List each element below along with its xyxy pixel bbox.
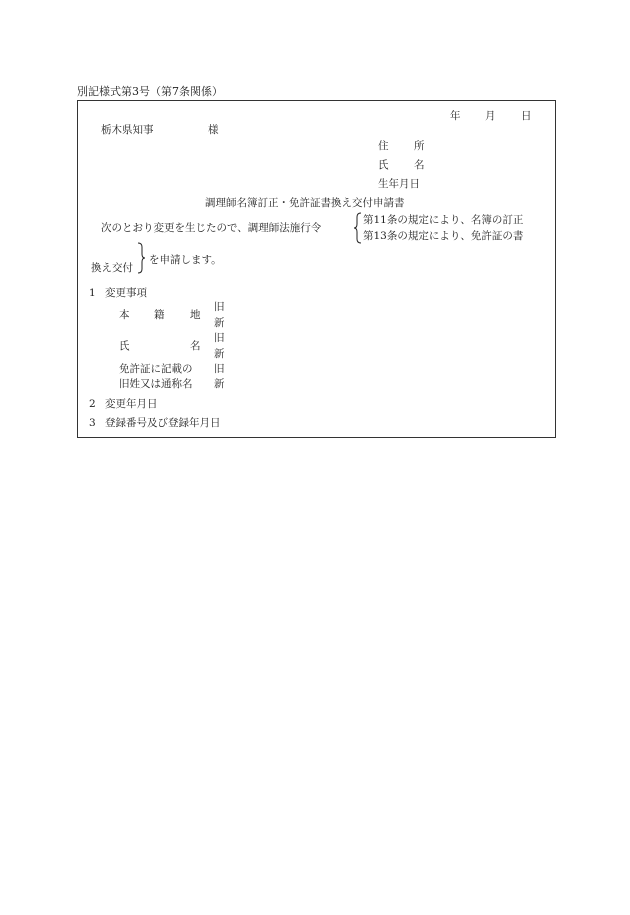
address-label-1: 住 xyxy=(378,140,389,152)
body-lead: 次のとおり変更を生じたので、調理師法施行令 xyxy=(101,222,322,234)
document-title: 調理師名簿訂正・免許証書換え交付申請書 xyxy=(205,197,405,209)
row-honseki-label-3: 地 xyxy=(190,309,201,321)
right-brace-icon xyxy=(136,242,146,274)
item1-number: 1 xyxy=(89,287,96,299)
address-label-2: 所 xyxy=(414,140,425,152)
item2-number: 2 xyxy=(89,398,96,410)
row-name-label-1: 氏 xyxy=(119,340,130,352)
date-day: 日 xyxy=(521,110,532,122)
form-label: 別記様式第3号（第7条関係） xyxy=(77,85,223,98)
row-honseki-label-1: 本 xyxy=(119,309,130,321)
row-alias-new: 新 xyxy=(214,378,225,390)
row-name-new: 新 xyxy=(214,348,225,360)
row-honseki-new: 新 xyxy=(214,317,225,329)
birthdate-label: 生年月日 xyxy=(378,178,420,190)
body-option-2: 第13条の規定により、免許証の書 xyxy=(363,230,524,242)
addressee-name: 栃木県知事 xyxy=(101,124,154,136)
name-label-2: 名 xyxy=(414,159,425,171)
date-month: 月 xyxy=(485,110,496,122)
item3-number: 3 xyxy=(89,417,96,429)
row-alias-label-1: 免許証に記載の xyxy=(119,363,193,375)
item2-title: 変更年月日 xyxy=(105,398,158,410)
row-honseki-label-2: 籍 xyxy=(154,309,165,321)
body-option-1: 第11条の規定により、名簿の訂正 xyxy=(363,214,524,226)
body-continuation: 換え交付 xyxy=(91,262,133,274)
row-alias-label-2: 旧姓又は通称名 xyxy=(119,378,193,390)
left-brace-icon xyxy=(353,212,363,244)
row-honseki-old: 旧 xyxy=(214,301,225,313)
body-closing: を申請します。 xyxy=(149,254,222,266)
name-label-1: 氏 xyxy=(378,159,389,171)
date-year: 年 xyxy=(450,110,461,122)
row-name-label-2: 名 xyxy=(190,340,201,352)
item1-title: 変更事項 xyxy=(105,287,147,299)
row-alias-old: 旧 xyxy=(214,363,225,375)
addressee-honorific: 様 xyxy=(208,124,219,136)
item3-title: 登録番号及び登録年月日 xyxy=(105,417,221,429)
row-name-old: 旧 xyxy=(214,332,225,344)
